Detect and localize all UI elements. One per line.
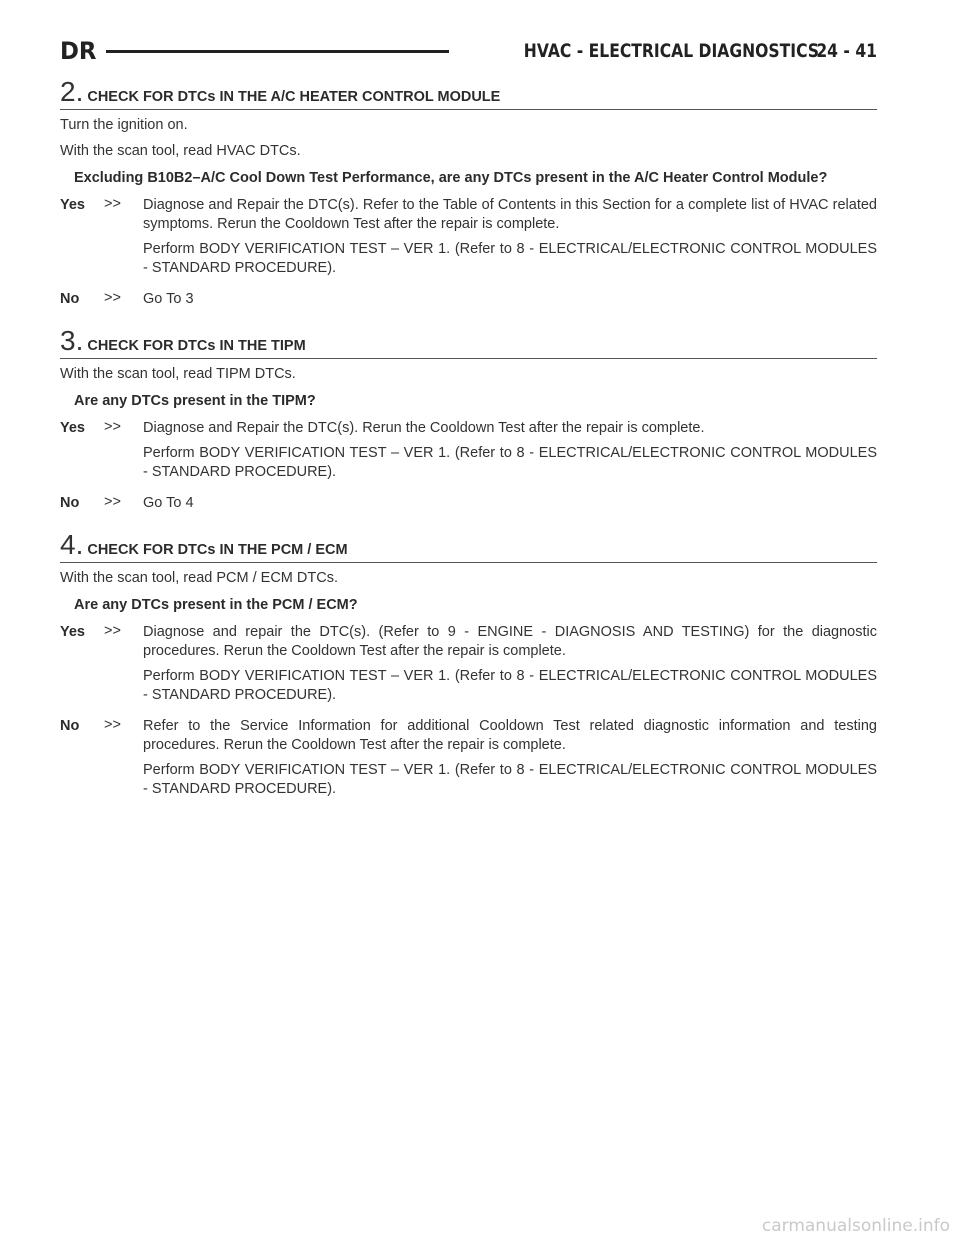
answer-text: Perform BODY VERIFICATION TEST – VER 1. (Refer to 8 - ELECTRICAL/ELECTRONIC CONTROL MODULES - STANDARD PROCEDURE). [143,762,877,797]
step-title: CHECK FOR DTCs IN THE TIPM [87,338,306,354]
answer-row [60,494,877,519]
answer-text: Go To 4 [143,495,194,511]
answer-text: Perform BODY VERIFICATION TEST – VER 1. (Refer to 8 - ELECTRICAL/ELECTRONIC CONTROL MODULES - STANDARD PROCEDURE). [143,445,877,480]
step-number: 2. [60,76,84,107]
answer-text: Refer to the Service Information for additional Cooldown Test related diagnostic information and testing procedures. Rerun the Cooldown Test after the repair is complete. [143,718,877,753]
header-section-title: HVAC - ELECTRICAL DIAGNOSTICS [523,40,819,62]
answer-label: No [60,718,80,734]
answer-text: Diagnose and repair the DTC(s). (Refer to 9 - ENGINE - DIAGNOSIS AND TESTING) for the diagnostic procedures. Rerun the Cooldown Test after the repair is complete. [143,624,877,659]
step-question: Excluding B10B2–A/C Cool Down Test Performance, are any DTCs present in the A/C Heater Control Module? [74,170,828,186]
answer-body [143,290,877,315]
answer-label: No [60,291,80,307]
step-question: Are any DTCs present in the TIPM? [74,393,316,409]
answer-arrow: >> [104,623,121,639]
instruction-text: With the scan tool, read TIPM DTCs. [60,366,296,382]
step-title: CHECK FOR DTCs IN THE A/C HEATER CONTROL MODULE [87,89,501,105]
answer-body [143,494,877,519]
header-page-number: 24 - 41 [816,40,877,62]
watermark-logo: carmanualsonline.info [761,1216,950,1236]
answer-label: No [60,495,80,511]
instruction-text: With the scan tool, read HVAC DTCs. [60,143,301,159]
answer-arrow: >> [104,717,121,733]
answer-label: Yes [60,624,85,640]
page-header [60,36,877,66]
answer-label: Yes [60,197,85,213]
answer-body [143,196,877,284]
step-heading [60,327,877,359]
answer-arrow: >> [104,196,121,212]
answer-row [60,717,877,805]
header-model-code: DR [60,37,97,65]
step-title: CHECK FOR DTCs IN THE PCM / ECM [87,542,348,558]
step-number: 3. [60,325,84,356]
answer-text: Perform BODY VERIFICATION TEST – VER 1. (Refer to 8 - ELECTRICAL/ELECTRONIC CONTROL MODULES - STANDARD PROCEDURE). [143,668,877,703]
answer-row [60,419,877,488]
answer-text: Perform BODY VERIFICATION TEST – VER 1. (Refer to 8 - ELECTRICAL/ELECTRONIC CONTROL MODULES - STANDARD PROCEDURE). [143,241,877,276]
diagnostic-step [60,531,877,805]
answer-arrow: >> [104,419,121,435]
answer-arrow: >> [104,494,121,510]
header-rule [106,50,449,53]
diagnostic-step [60,78,877,315]
answer-label: Yes [60,420,85,436]
diagnostic-step [60,327,877,519]
instruction-text: With the scan tool, read PCM / ECM DTCs. [60,570,338,586]
answer-body [143,717,877,805]
answer-arrow: >> [104,290,121,306]
answer-row [60,623,877,711]
answer-row [60,196,877,284]
answer-row [60,290,877,315]
step-number: 4. [60,529,84,560]
instruction-text: Turn the ignition on. [60,117,188,133]
step-heading [60,531,877,563]
step-question: Are any DTCs present in the PCM / ECM? [74,597,358,613]
step-heading [60,78,877,110]
document-body [60,78,877,817]
answer-text: Diagnose and Repair the DTC(s). Refer to the Table of Contents in this Section for a complete list of HVAC related symptoms. Rerun the Cooldown Test after the repair is complete. [143,197,877,232]
answer-text: Diagnose and Repair the DTC(s). Rerun the Cooldown Test after the repair is complete. [143,420,705,436]
answer-text: Go To 3 [143,291,194,307]
answer-body [143,419,877,488]
answer-body [143,623,877,711]
